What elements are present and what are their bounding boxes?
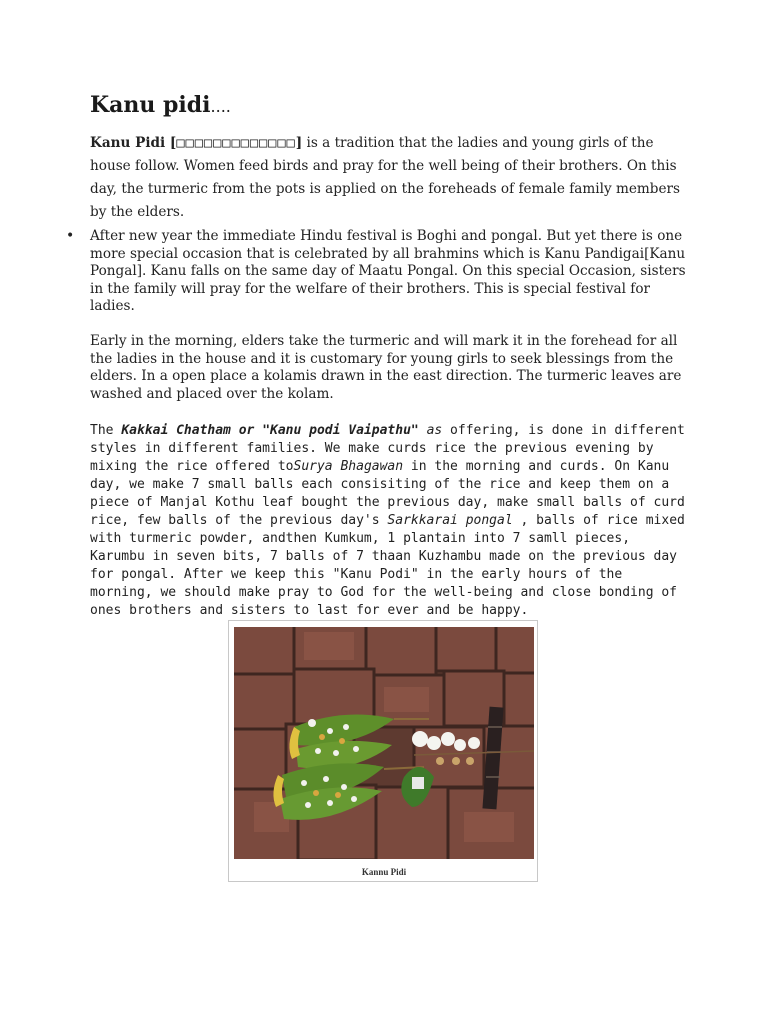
offering-paragraph <box>90 422 690 620</box>
bullet-paragraph: After new year the immediate Hindu festival is Boghi and pongal. But yet there is one more special occasion that is celebrated by all brahmins which is Kanu Pandigai[Kanu Pongal]. Kanu falls on the same day of Maatu Pongal. On this special Occasion, sisters in the family will pray for the welfare of their brothers. This is special festival for ladies. <box>90 228 686 314</box>
offering-text-1: The <box>90 423 122 438</box>
intro-term <box>90 135 302 151</box>
page-title <box>90 92 231 118</box>
offering-as: as <box>426 423 443 438</box>
intro-term-label: Kanu Pidi [ <box>90 135 177 151</box>
title-dots: .... <box>210 97 231 116</box>
offering-surya: Surya Bhagawan <box>293 459 404 474</box>
title-text: Kanu pidi <box>90 92 211 118</box>
photo-figure <box>228 620 538 882</box>
bullet-marker: • <box>66 228 75 244</box>
morning-paragraph: Early in the morning, elders take the turmeric and will mark it in the forehead for all the ladies in the house and it is customary for young girls to seek blessings from the elders. In a open place a kolamis drawn in the east direction. The turmeric leaves are washed and placed over the kolam. <box>90 333 682 402</box>
intro-term-close: ] <box>295 135 303 151</box>
photo-caption: Kannu Pidi <box>361 867 407 877</box>
offering-ritual-name: Kakkai Chatham or "Kanu podi Vaipathu" <box>121 423 419 438</box>
offering-text-4: in the morning and curds. On Kanu day, we make 7 small balls each consisiting of the rice and keep them on a piece of Manjal Kothu leaf bought the previous day, make small balls of curd rice, few balls of the previous day's <box>90 459 685 528</box>
offering-text-5: , balls of rice mixed with turmeric powder, andthen Kumkum, 1 plantain into 7 samll pieces, Karumbu in seven bits, 7 balls of 7 thaan Kuzhambu made on the previous day for pongal. After we keep this "Kanu Podi" in the early hours of the morning, we should make pray to God for the well-being and close bonding of ones brothers and sisters to last for ever and be happy. <box>90 513 685 618</box>
offering-text-2 <box>419 423 427 438</box>
intro-paragraph <box>90 132 690 224</box>
kanu-pidi-photo <box>234 627 534 859</box>
intro-tamil-text: □□□□□□□□□□□□□ <box>176 135 296 151</box>
offering-sarkkarai: Sarkkarai pongal <box>387 513 521 528</box>
offering-text-3: offering, is done in different styles in different families. We make curds rice the previous evening by mixing the rice offered to <box>90 423 685 474</box>
intro-text: is a tradition that the ladies and young girls of the house follow. Women feed birds and pray for the well being of their brothers. On this day, the turmeric from the pots is applied on the foreheads of female family members by the elders. <box>90 135 680 220</box>
